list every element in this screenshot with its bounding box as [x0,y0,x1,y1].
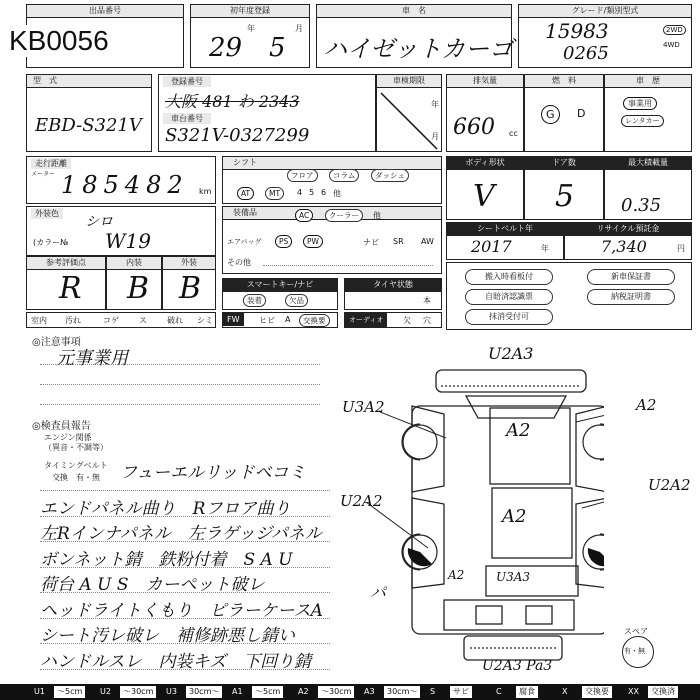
seatbelt-unit: 年 [541,244,549,253]
equipment-box [222,206,442,274]
legend-value: 交換済 [648,686,678,698]
equip-pw: PW [303,235,323,248]
doc-insurance: 自賠済認識票 [465,289,553,305]
displacement-box [446,74,524,152]
load-label: 最大積載量 [605,157,691,170]
body-value: V [473,179,495,214]
spare-value: 有・無 [624,647,645,655]
shift-other: 他 [333,189,341,198]
timing-belt-exchange: 交換 有・無 [52,473,100,482]
seatbelt-label: シートベルト年 [447,223,563,236]
recycle-box [564,222,692,260]
shift-5: 5 [309,188,315,197]
damage-legend [0,684,700,700]
tire-box [344,278,442,310]
report-rule [40,618,330,619]
report-rule [40,643,330,644]
inspection-cross-out [377,87,443,153]
shift-4: 4 [297,188,303,197]
equip-ps: PS [275,235,292,248]
fuel-diesel: D [577,107,586,120]
notes-line-1 [40,364,320,365]
audio-box [344,312,442,328]
registration-year-unit: 年 [247,24,255,33]
engine-sub-label: （異音・不調等） [44,443,108,452]
shift-box [222,156,442,204]
legend-code: U1 [34,687,45,696]
body-box [446,156,524,220]
legend-code: X [562,687,568,696]
recycle-value: 7,340 [601,237,647,256]
smartkey-label: スマートキー/ナビ [223,279,337,292]
diagram-mark-pa: パ [370,583,387,602]
legend-value: 30cm～ [384,686,420,698]
shift-column: コラム [329,169,359,182]
drive-2wd: 2WD [663,25,686,35]
meter-label: メーター [31,171,56,178]
tire-unit: 本 [423,296,431,305]
doc-signboard: 搬入時看板付 [465,269,553,285]
displacement-value: 660 [453,115,495,140]
exterior-label: 外装 [163,257,215,270]
audio-hole: 穴 [423,316,431,325]
equip-other-label: その他 [227,258,251,267]
legend-value: 30cm～ [186,686,222,698]
legend-code: A1 [232,687,243,696]
chassis-value: S321V-0327299 [165,125,310,146]
report-rule [40,516,330,517]
equip-sr: SR [393,237,404,246]
history-business: 事業用 [623,97,657,110]
notes-title: ◎注意事項 [32,337,81,348]
shift-mt: MT [265,187,284,200]
audio-missing: 欠 [403,316,411,325]
timing-belt-label: タイミングベルト [44,461,108,470]
drive-4wd: 4WD [663,41,680,49]
fw-replace: 交換要 [299,314,330,327]
mileage-box [26,156,216,204]
load-box [604,156,692,220]
color-label: 外装色 [31,208,63,219]
notes-line-3 [40,404,320,405]
score-label: 参考評価点 [27,257,105,270]
fw-label: FW [223,313,244,326]
smartkey-missing: 欠品 [285,294,308,307]
report-line: 左Rインナパネル 左ラゲッジパネル [40,524,322,544]
history-label: 車 歴 [605,75,691,88]
diagram-mark-bottom: U2A3 Pa3 [482,658,553,674]
registration-month-unit: 月 [295,24,303,33]
notes-line-2 [40,384,320,385]
car-name-box [316,4,512,68]
report-line: エンドパネル曲り Rフロア曲り [40,498,291,519]
registration-month: 5 [269,33,286,63]
shift-label: シフト [223,157,441,170]
documents-box [446,262,692,330]
diagram-mark-side: A2 [448,568,465,582]
doors-box [524,156,604,220]
lot-number-label: 出品番号 [27,5,183,18]
legend-code: XX [628,687,639,696]
diagram-mark-rear: U3A3 [496,570,531,584]
legend-value: ～30cm [318,686,354,698]
shift-at: AT [237,187,254,200]
tire-label: タイヤ状態 [345,279,441,292]
smartkey-fitted: 装着 [243,294,266,307]
recycle-unit: 円 [677,244,685,253]
doc-warranty: 新車保証書 [587,269,675,285]
diagram-mark-right-front: A2 [636,396,657,414]
doors-value: 5 [555,179,575,214]
seatbelt-box [446,222,564,260]
car-name-label: 車 名 [317,5,511,18]
fuel-gasoline: G [541,105,560,124]
equip-navi: ナビ [363,238,379,247]
plate-value: 大阪 481 わ 2343 [165,92,300,111]
displacement-unit: cc [509,129,518,138]
lot-number: KB0056 [5,25,113,57]
report-rule [40,592,330,593]
color-box [26,206,216,256]
exterior-box [162,256,216,310]
equip-other-line [263,265,433,266]
smartkey-box [222,278,338,310]
diagram-mark-top: U2A3 [488,344,534,363]
fw-crack: ヒビ [259,316,275,325]
inspection-year-unit: 年 [431,100,439,109]
report-line: ハンドルスレ 内装キズ 下回り錆 [40,651,312,672]
engine-label: エンジン関係 [44,433,92,442]
model-box [26,74,152,152]
report-line: ボンネット錆 鉄粉付着 S A U [40,549,293,570]
legend-value: ～5cm [54,686,85,698]
legend-value: ～5cm [252,686,283,698]
report-title: ◎検査員報告 [32,421,91,432]
diagram-mark-right-mid: U2A2 [648,476,691,494]
seatbelt-value: 2017 [471,237,512,256]
legend-code: S [430,687,436,696]
plate-label: 登録番号 [163,76,211,87]
legend-value: ～30cm [120,686,156,698]
fw-box [222,312,338,328]
legend-code: U3 [166,687,177,696]
diagram-mark-left-front: U3A2 [342,398,385,416]
grade-line-2: 0265 [563,43,609,64]
legend-code: C [496,687,502,696]
history-rental: レンタカー [621,115,664,127]
mileage-label: 走行距離 [31,158,71,169]
equip-aw: AW [421,237,434,246]
chassis-label: 車台番号 [163,113,211,124]
interior-note-dirt: 汚れ [65,316,81,325]
first-registration-box [190,4,310,68]
diagram-mark-left-mid: U2A2 [340,492,383,510]
load-value: 0.35 [621,195,662,216]
fw-a: A [285,315,291,324]
registration-year: 29 [209,33,243,63]
audio-label: オーディオ [345,313,387,327]
exterior-value: B [179,271,202,306]
interior-note-tear: 破れ [167,316,183,325]
interior-note-burn: コゲ [103,316,119,325]
legend-value: 交換要 [582,686,612,698]
legend-code: A3 [364,687,375,696]
mileage-unit: km [199,187,212,196]
score-value: R [59,271,82,306]
interior-notes-box [26,312,216,328]
shift-dash: ダッシュ [371,169,409,182]
displacement-label: 排気量 [447,75,523,88]
interior-value: B [127,271,150,306]
report-line: フューエルリッドベコミ [120,463,306,483]
mileage-value: 185482 [61,171,189,199]
legend-value: 腐食 [516,686,538,698]
doors-label: ドア数 [525,157,603,170]
equip-cooler: クーラー [325,209,363,222]
history-box [604,74,692,152]
diagram-mark-roof: A2 [506,420,531,441]
score-box [26,256,106,310]
interior-notes-label: 室内 [31,316,47,325]
shift-floor: フロア [287,169,318,182]
color-code: W19 [105,229,152,253]
equip-ac: AC [295,209,313,222]
lot-number-box [9,4,184,68]
interior-box [106,256,162,310]
interior-note-stain: シミ [197,316,213,325]
model-code: EBD-S321V [35,115,142,136]
report-line: ヘッドライトくもり ピラーケースA [40,600,323,621]
interior-note-scratch: ス [139,316,147,325]
grade-label: グレード/類別型式 [519,5,691,18]
body-label: ボディ形状 [447,157,523,170]
grade-line-1: 15983 [545,19,609,43]
inspection-box [376,74,442,152]
inspection-month-unit: 月 [431,132,439,141]
doc-deregistration: 抹消受付可 [465,309,553,325]
plate-chassis-box [158,74,376,152]
model-label: 型 式 [27,75,151,88]
first-registration-label: 初年度登録 [191,5,309,18]
inspection-label: 車検期限 [377,75,441,88]
legend-code: U2 [100,687,111,696]
fuel-label: 燃 料 [525,75,603,88]
diagram-mark-cargo: A2 [502,506,527,527]
color-number-label: (カラー№ [33,238,69,247]
color-value: シロ [85,214,113,230]
car-name: ハイゼットカーゴ [323,35,514,63]
recycle-label: リサイクル預託金 [565,223,691,236]
report-rule [40,490,330,491]
report-line: 荷台 A U S カーペット破レ [40,575,265,595]
report-rule [40,541,330,542]
interior-label: 内装 [107,257,161,270]
equip-airbag: エアバッグ [227,238,262,246]
report-rule [40,669,330,670]
report-line: シート汚レ破レ 補修跡悪し錆い [40,626,295,646]
notes-text: 元事業用 [56,348,128,369]
doc-tax: 納税証明書 [587,289,675,305]
equip-other-1: 他 [373,211,381,220]
equipment-label: 装備品 [223,207,441,220]
fuel-box [524,74,604,152]
report-rule [40,567,330,568]
spare-label: スペア [624,627,648,636]
legend-value: サビ [450,686,472,698]
legend-code: A2 [298,687,309,696]
grade-box [518,4,692,68]
shift-6: 6 [321,188,327,197]
